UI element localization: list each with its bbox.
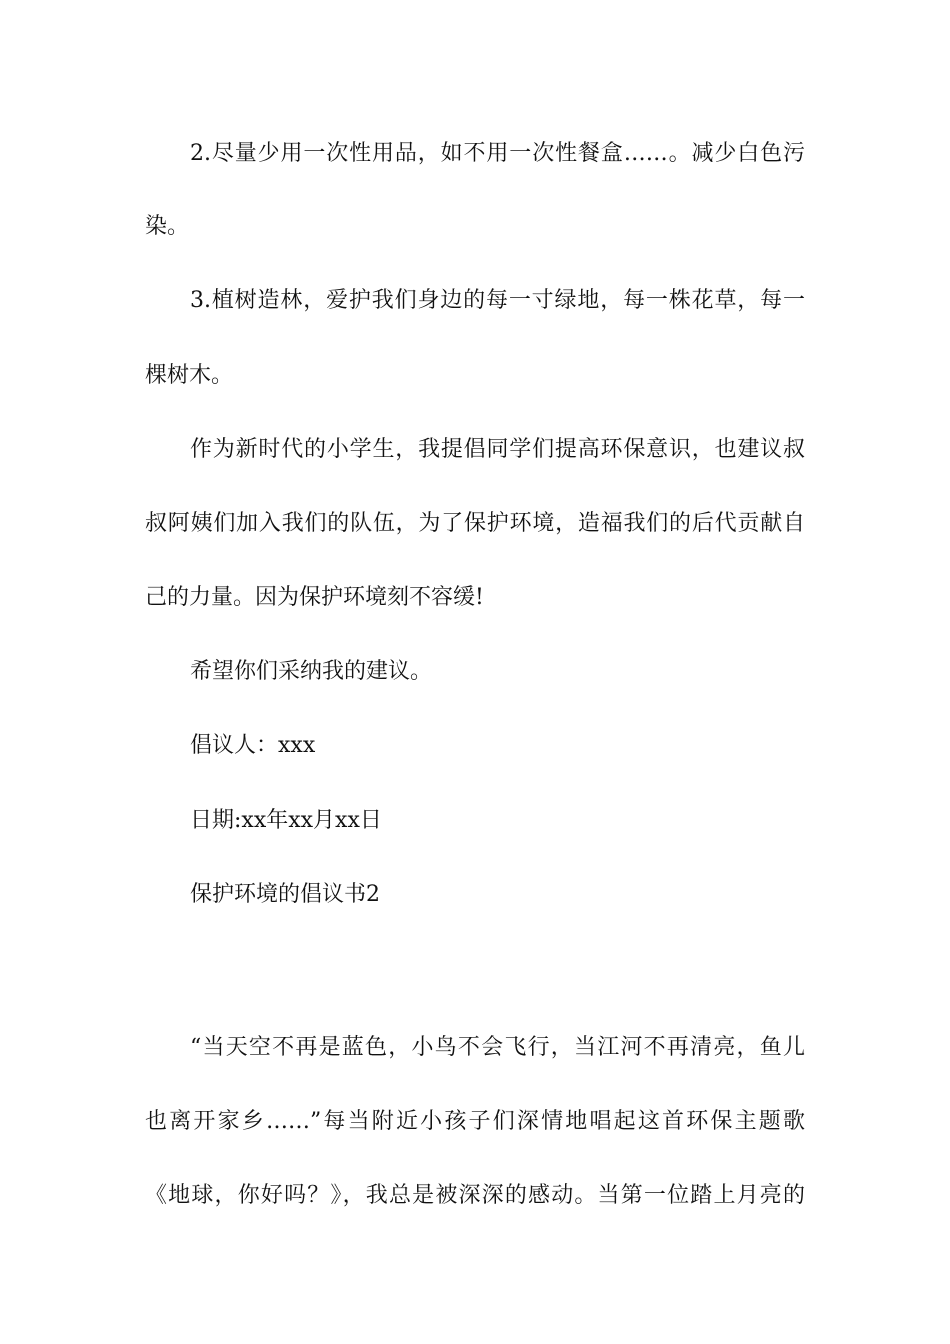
initiator-line: 倡议人：xxx [190,733,316,758]
paragraph-4-line-1: “当天空不再是蓝色，小鸟不会飞行，当江河不再清亮，鱼儿 [190,1035,805,1060]
paragraph-4-line-3: 《地球，你好吗？》，我总是被深深的感动。当第一位踏上月亮的 [145,1183,805,1208]
date-line: 日期:xx年xx月xx日 [190,808,382,833]
paragraph-2-line-2: 棵树木。 [145,363,234,388]
paragraph-4-line-2: 也离开家乡……”每当附近小孩子们深情地唱起这首环保主题歌 [145,1109,805,1134]
section-title: 保护环境的倡议书2 [190,882,380,907]
hope-line: 希望你们采纳我的建议。 [190,659,433,684]
paragraph-3-line-1: 作为新时代的小学生，我提倡同学们提高环保意识，也建议叔 [190,437,805,462]
paragraph-3-line-2: 叔阿姨们加入我们的队伍，为了保护环境，造福我们的后代贡献自 [145,511,805,536]
paragraph-1-line-1: 2.尽量少用一次性用品，如不用一次性餐盒……。减少白色污 [190,141,805,166]
paragraph-1-line-2: 染。 [145,214,190,239]
paragraph-3-line-3: 己的力量。因为保护环境刻不容缓! [145,585,484,610]
paragraph-2-line-1: 3.植树造林，爱护我们身边的每一寸绿地，每一株花草，每一 [190,288,805,313]
